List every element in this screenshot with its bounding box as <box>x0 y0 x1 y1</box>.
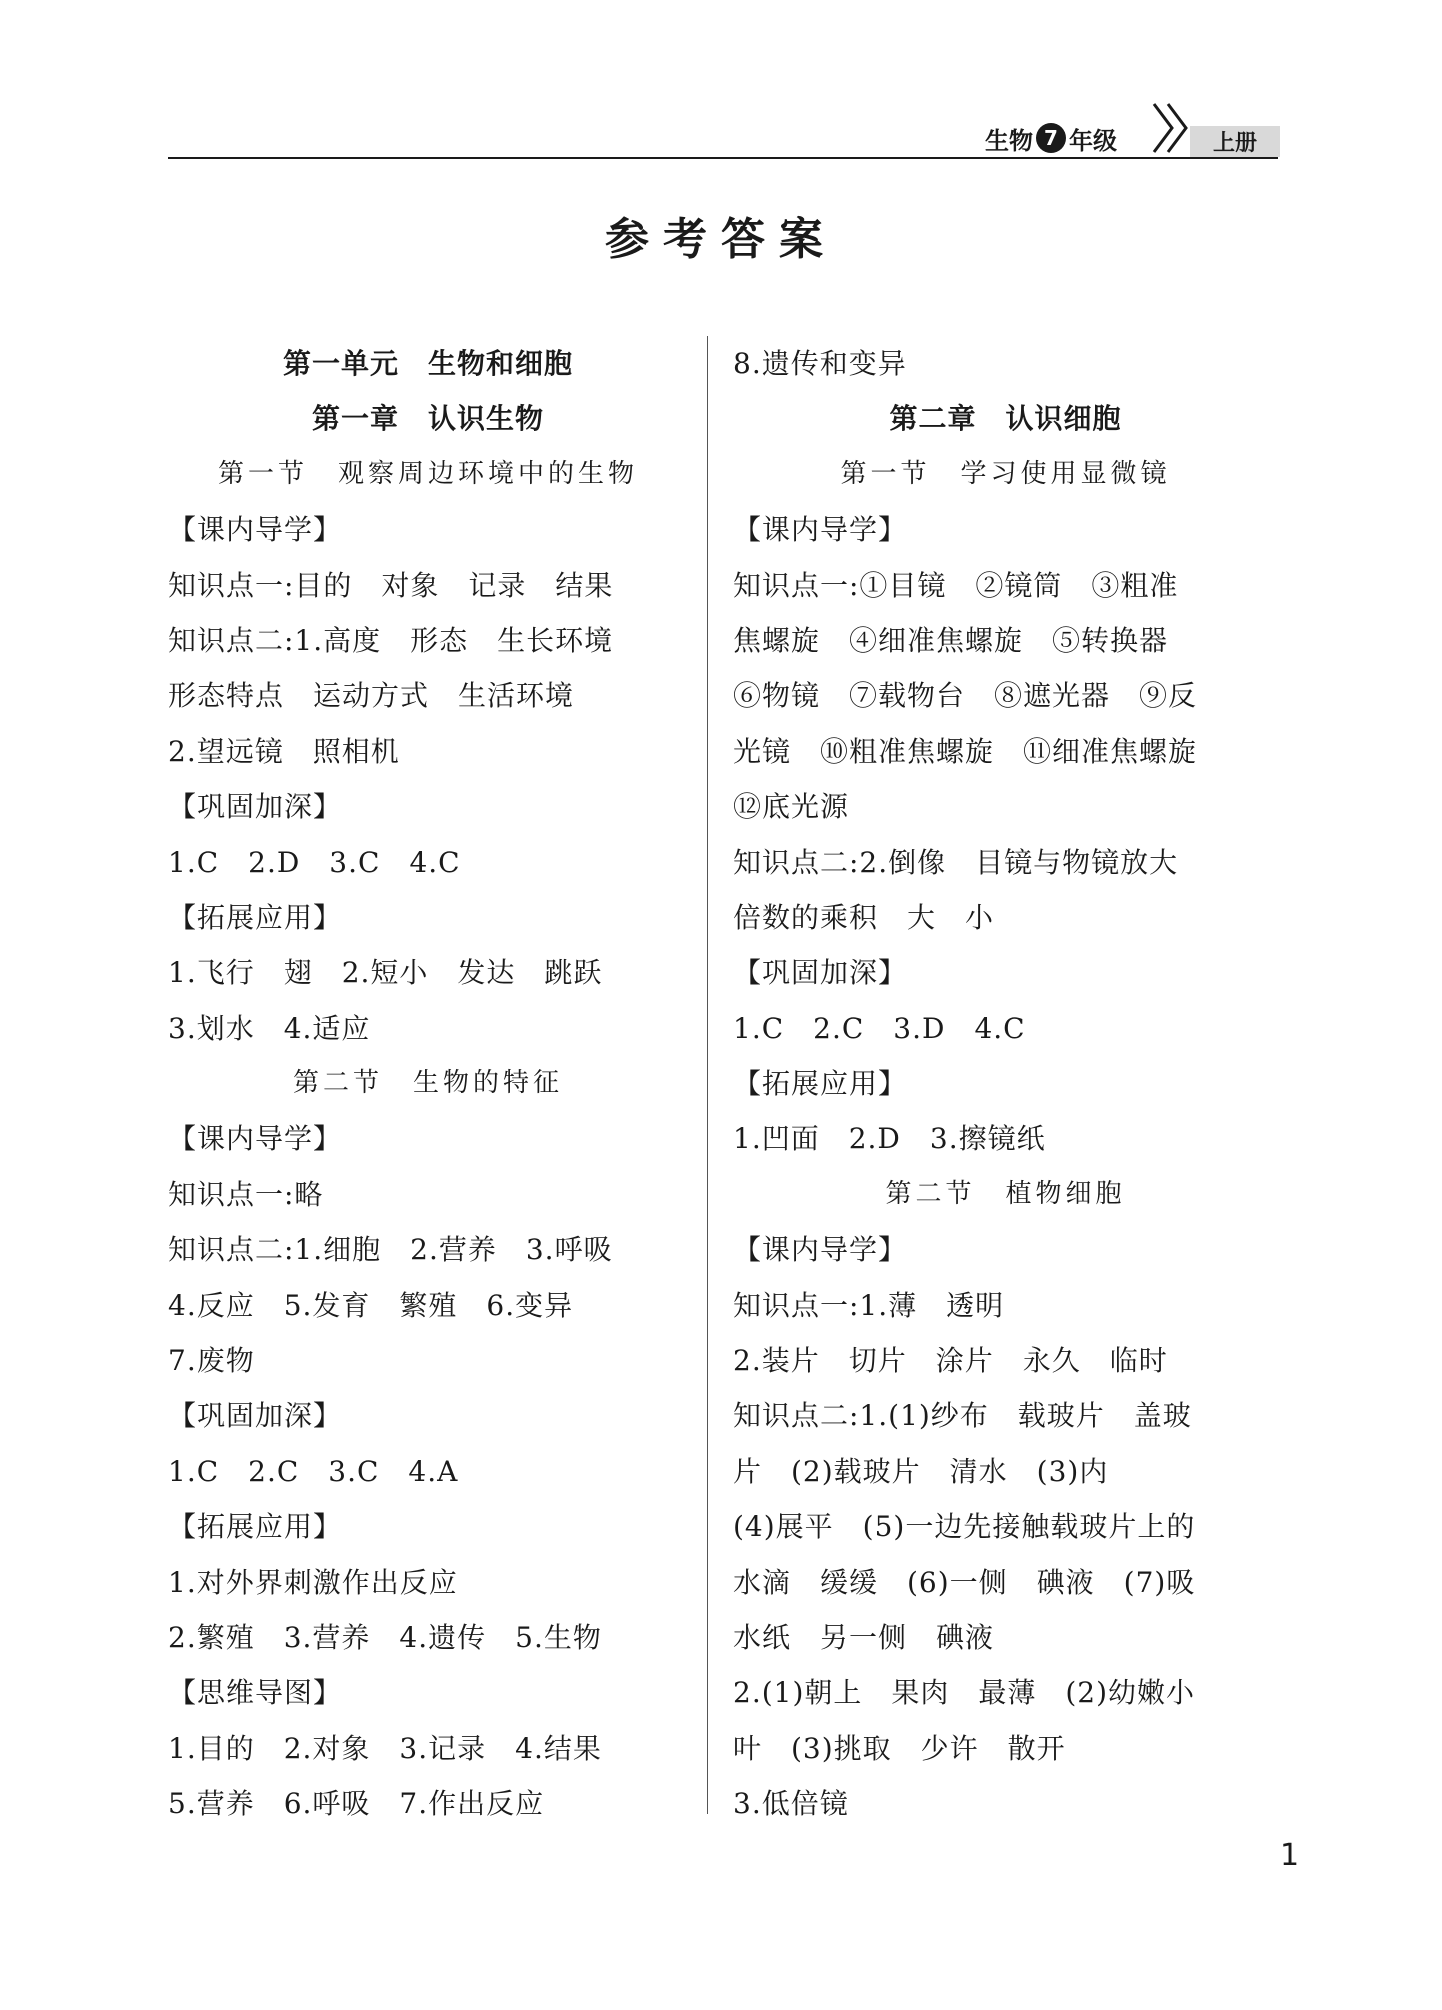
volume-label: 上册 <box>1190 126 1280 157</box>
right-column-line: 知识点一:1.薄 透明 <box>733 1288 1005 1322</box>
right-column-line: 【课内导学】 <box>733 1233 908 1267</box>
left-column-line: 7.废物 <box>168 1344 255 1378</box>
left-column-line: 4.反应 5.发育 繁殖 6.变异 <box>168 1288 574 1322</box>
left-column-line: 知识点一:目的 对象 记录 结果 <box>168 568 614 602</box>
left-column-line: 【巩固加深】 <box>168 1399 343 1433</box>
right-column-line: 第一节 学习使用显微镜 <box>840 458 1171 489</box>
left-column <box>168 336 688 1832</box>
right-column-line: 【巩固加深】 <box>733 956 908 990</box>
page-title: 参考答案 <box>605 214 837 265</box>
left-column-line: 【拓展应用】 <box>168 900 343 934</box>
left-column-line: 形态特点 运动方式 生活环境 <box>168 679 575 713</box>
right-column-line: 片 (2)载玻片 清水 (3)内 <box>733 1454 1109 1488</box>
left-column-line: 【课内导学】 <box>168 513 343 547</box>
left-column-line: 第一单元 生物和细胞 <box>282 347 573 380</box>
left-column-line: 第二节 生物的特征 <box>292 1068 563 1099</box>
right-column-line: 知识点二:2.倒像 目镜与物镜放大 <box>733 845 1179 879</box>
left-column-line: 知识点二:1.细胞 2.营养 3.呼吸 <box>168 1233 613 1267</box>
left-column-line: 【思维导图】 <box>168 1676 343 1710</box>
left-column-line: 知识点一:略 <box>168 1177 324 1211</box>
header-rule <box>168 157 1278 159</box>
left-column-line: 第一节 观察周边环境中的生物 <box>217 458 638 489</box>
page-number: 1 <box>1280 1838 1300 1873</box>
right-column-line: 3.低倍镜 <box>733 1787 849 1821</box>
column-divider <box>707 336 708 1814</box>
left-column-line: 【拓展应用】 <box>168 1510 343 1544</box>
right-column-line: 1.凹面 2.D 3.擦镜纸 <box>733 1122 1046 1156</box>
right-column-line: (4)展平 (5)一边先接触载玻片上的 <box>733 1510 1196 1544</box>
left-column-line: 3.划水 4.适应 <box>168 1011 371 1045</box>
double-chevron-icon <box>1150 100 1192 156</box>
left-column-line: 2.望远镜 照相机 <box>168 734 400 768</box>
left-column-line: 1.C 2.D 3.C 4.C <box>168 845 461 879</box>
right-column-line: 第二节 植物细胞 <box>885 1178 1126 1209</box>
right-column-line: 8.遗传和变异 <box>733 347 907 380</box>
right-column-line: 焦螺旋 ④细准焦螺旋 ⑤转换器 <box>733 623 1169 657</box>
left-column-line: 1.飞行 翅 2.短小 发达 跳跃 <box>168 956 603 990</box>
right-column-line: 2.装片 切片 涂片 永久 临时 <box>733 1344 1168 1378</box>
left-column-line: 【课内导学】 <box>168 1122 343 1156</box>
right-column-line: ⑥物镜 ⑦载物台 ⑧遮光器 ⑨反 <box>733 679 1198 713</box>
left-column-line: 知识点二:1.高度 形态 生长环境 <box>168 623 614 657</box>
right-column <box>733 336 1278 1832</box>
right-column-line: 1.C 2.C 3.D 4.C <box>733 1011 1026 1045</box>
header-grade-suffix: 年级 <box>1069 126 1117 155</box>
running-header <box>985 122 1117 154</box>
right-column-line: 2.(1)朝上 果肉 最薄 (2)幼嫩小 <box>733 1676 1196 1710</box>
right-column-line: 【拓展应用】 <box>733 1067 908 1101</box>
left-column-line: 5.营养 6.呼吸 7.作出反应 <box>168 1787 545 1821</box>
left-column-line: 2.繁殖 3.营养 4.遗传 5.生物 <box>168 1620 602 1654</box>
right-column-line: 第二章 认识细胞 <box>889 402 1122 436</box>
right-column-line: 知识点二:1.(1)纱布 载玻片 盖玻 <box>733 1399 1192 1433</box>
right-column-line: 倍数的乘积 大 小 <box>733 900 995 934</box>
right-column-line: 【课内导学】 <box>733 513 908 547</box>
right-column-line: 光镜 ⑩粗准焦螺旋 ⑪细准焦螺旋 <box>733 734 1198 768</box>
right-column-line: 水纸 另一侧 碘液 <box>733 1620 995 1654</box>
left-column-line: 1.目的 2.对象 3.记录 4.结果 <box>168 1731 602 1765</box>
header-subject: 生物 <box>985 126 1033 155</box>
left-column-line: 1.C 2.C 3.C 4.A <box>168 1454 459 1488</box>
right-column-line: 叶 (3)挑取 少许 散开 <box>733 1731 1066 1765</box>
grade-number-badge: 7 <box>1036 123 1066 153</box>
left-column-line: 1.对外界刺激作出反应 <box>168 1565 458 1599</box>
left-column-line: 第一章 认识生物 <box>311 402 544 436</box>
right-column-line: 水滴 缓缓 (6)一侧 碘液 (7)吸 <box>733 1565 1196 1599</box>
right-column-line: ⑫底光源 <box>733 790 850 824</box>
right-column-line: 知识点一:①目镜 ②镜筒 ③粗准 <box>733 568 1179 602</box>
left-column-line: 【巩固加深】 <box>168 790 343 824</box>
